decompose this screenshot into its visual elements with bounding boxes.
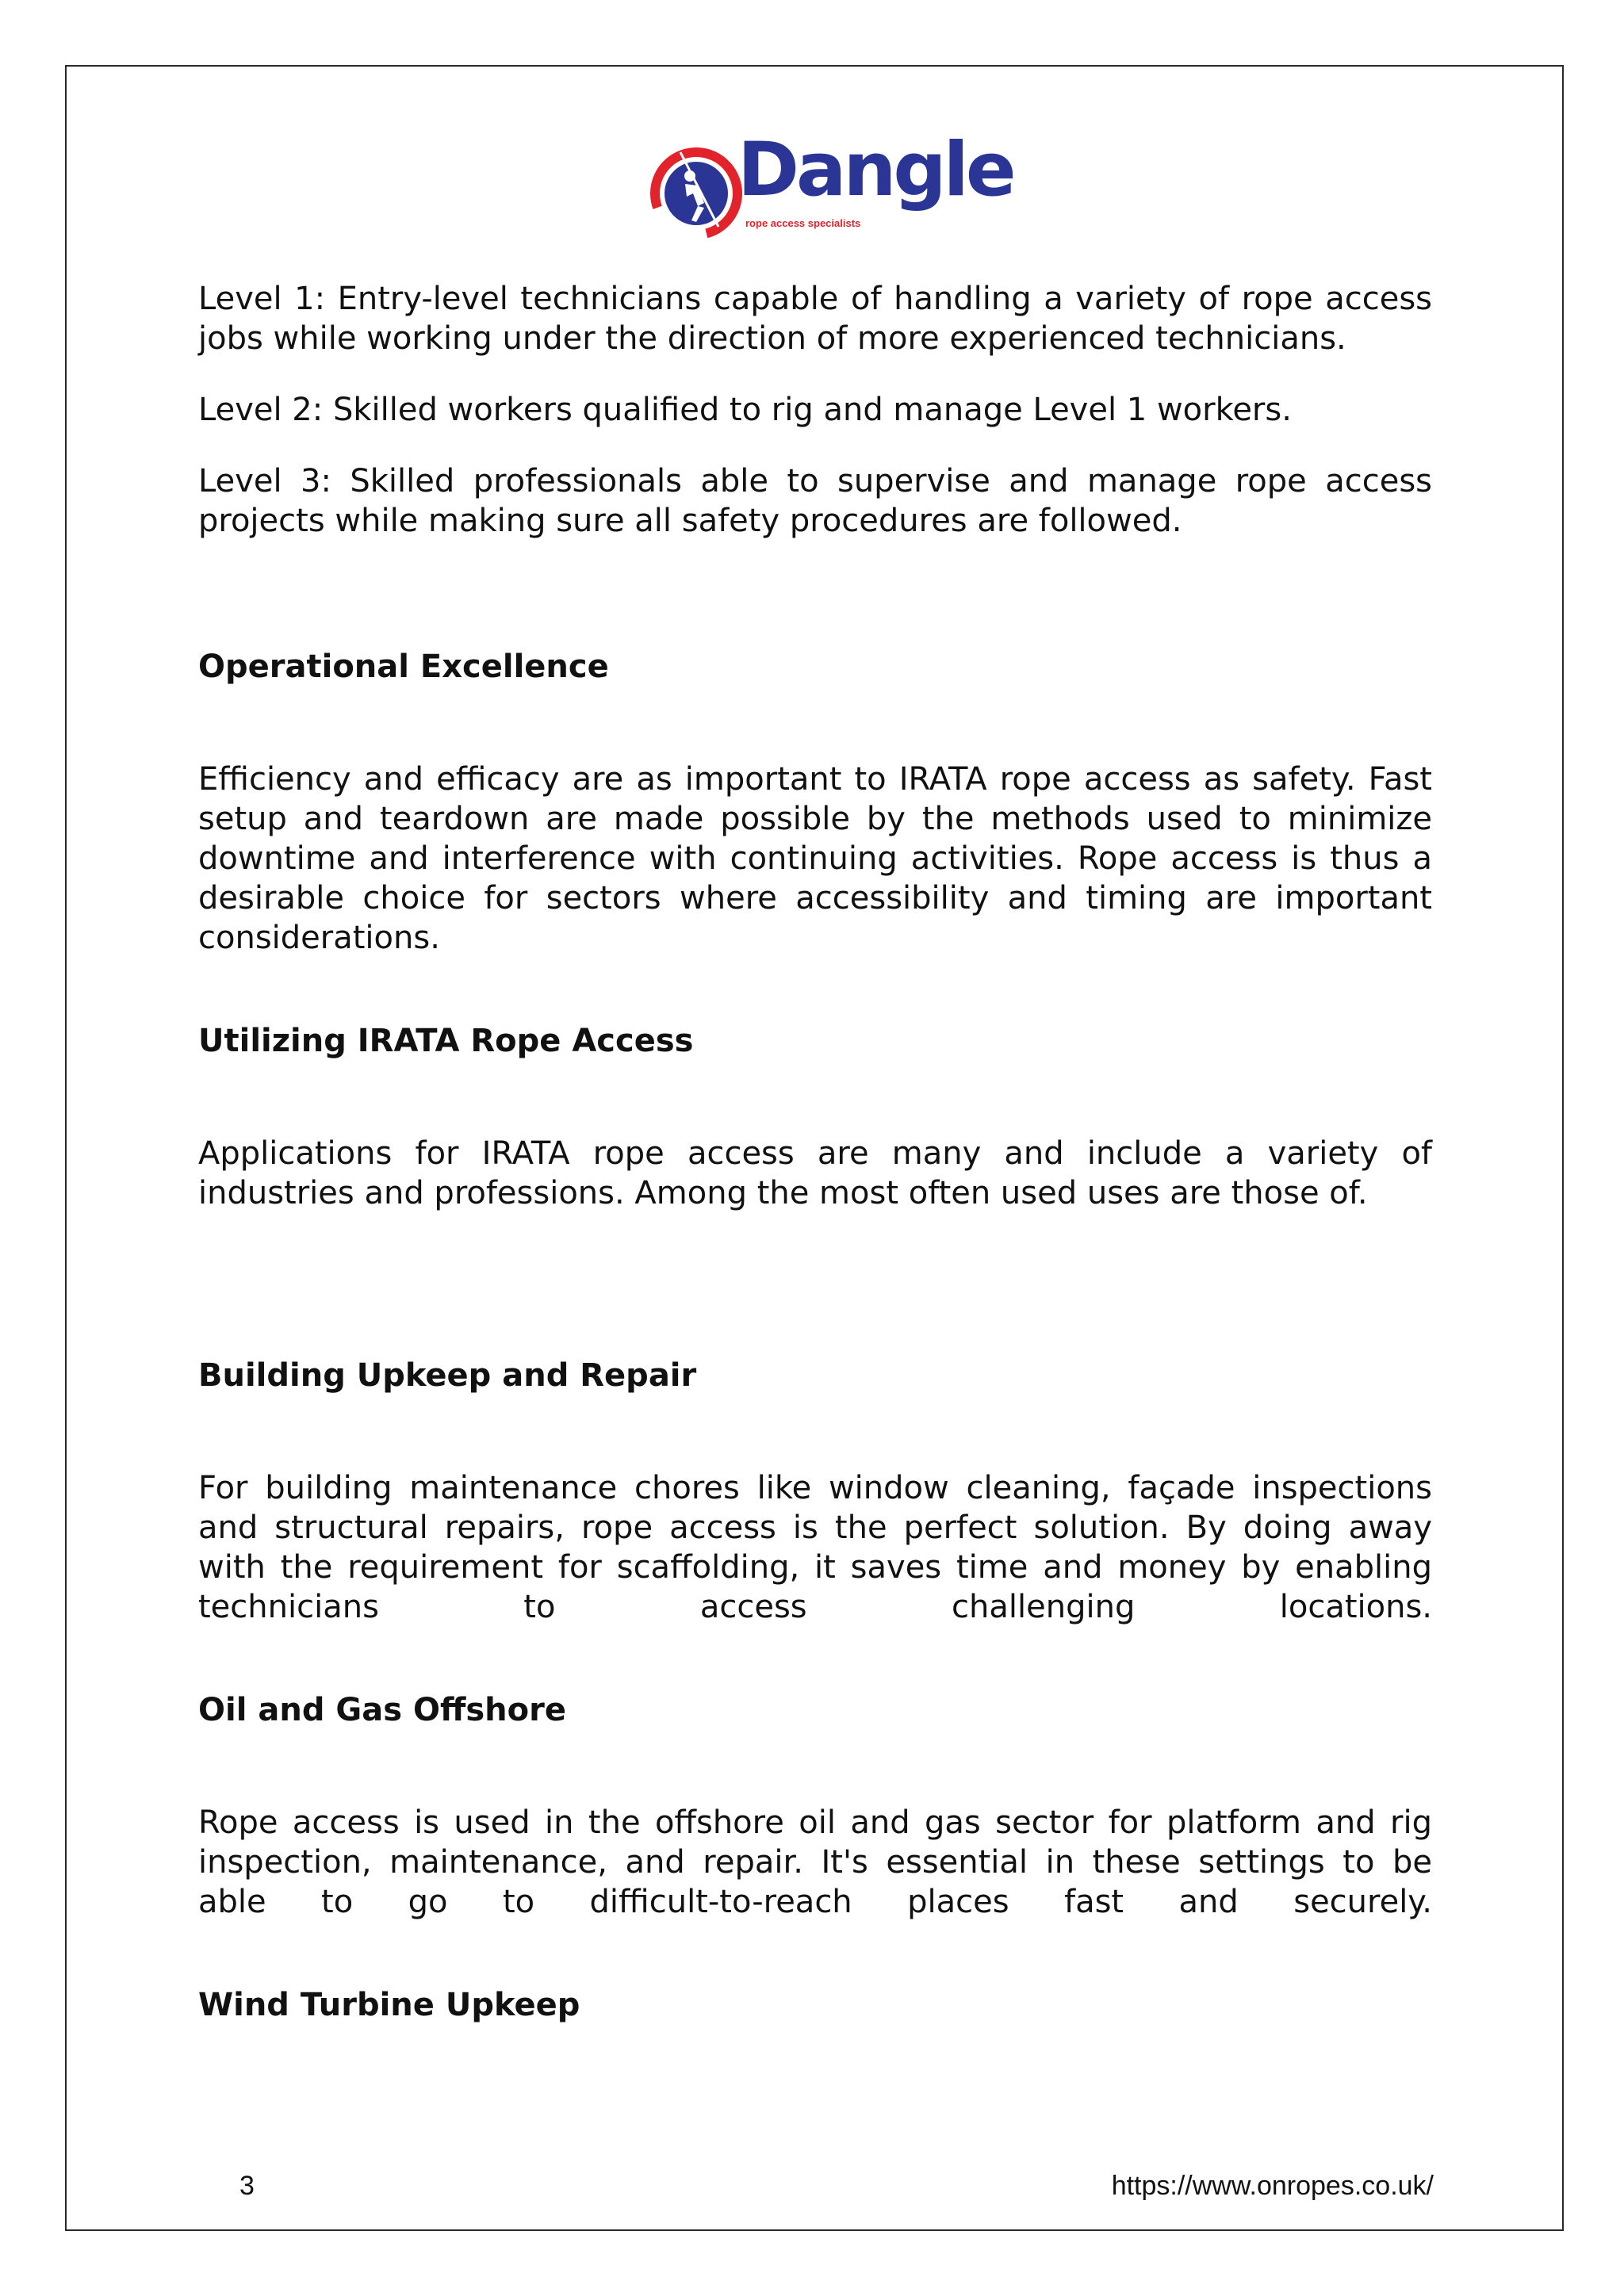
rope-climber-logo-icon <box>649 144 744 239</box>
section-heading: Oil and Gas Offshore <box>198 1692 566 1728</box>
level-1-paragraph: Level 1: Entry-level technicians capable of handling a variety of rope access jobs while working under the direction of more experienced technicians. <box>198 281 1432 357</box>
level-2-paragraph: Level 2: Skilled workers qualified to rig and manage Level 1 workers. <box>198 392 1292 428</box>
section-paragraph: Rope access is used in the offshore oil and gas sector for platform and rig inspection, maintenance, and repair. It's essential in these settings to be able to go to difficult-to-reach places fast and securely. <box>198 1804 1432 1920</box>
document-body <box>198 279 1432 2025</box>
section-paragraph: For building maintenance chores like window cleaning, façade inspections and structural repairs, rope access is the perfect solution. By doing away with the requirement for scaffolding, it saves time and money by enabling technicians to access challenging locations. <box>198 1470 1432 1625</box>
footer-url-link[interactable]: https://www.onropes.co.uk/ <box>1111 2171 1434 2201</box>
section-paragraph: Efficiency and efficacy are as important to IRATA rope access as safety. Fast setup and teardown are made possible by the methods used to minimize downtime and interference with continuing activities. Rope access is thus a desirable choice for sectors where accessibility and timing are important considerations. <box>198 761 1432 956</box>
section-heading: Operational Excellence <box>198 649 609 685</box>
section-heading: Wind Turbine Upkeep <box>198 1987 580 2023</box>
page-number: 3 <box>239 2171 255 2201</box>
dangle-logo <box>649 127 1013 246</box>
level-3-paragraph: Level 3: Skilled professionals able to supervise and manage rope access projects while making sure all safety procedures are followed. <box>198 463 1432 539</box>
section-heading: Utilizing IRATA Rope Access <box>198 1023 694 1059</box>
section-heading: Building Upkeep and Repair <box>198 1357 697 1394</box>
brand-tagline: rope access specialists <box>745 217 861 229</box>
brand-name: Dangle <box>737 127 1013 213</box>
section-paragraph: Applications for IRATA rope access are many and include a variety of industries and professions. Among the most often used uses are those of. <box>198 1135 1432 1211</box>
